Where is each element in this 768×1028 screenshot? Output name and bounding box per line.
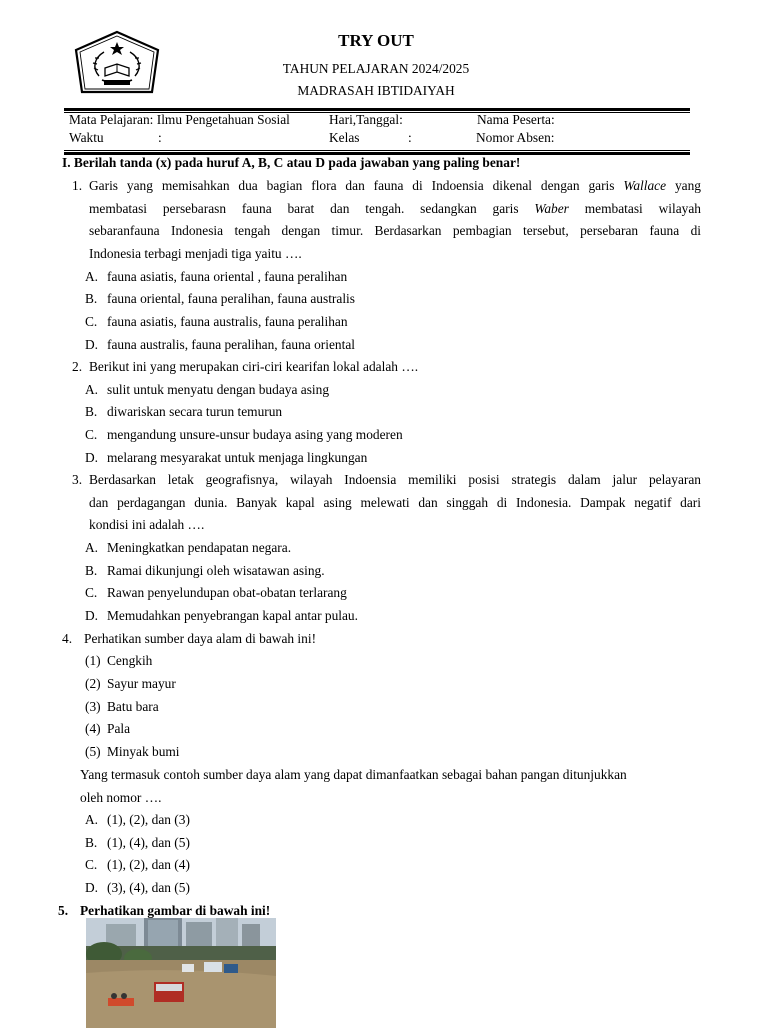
class-label: Kelas — [329, 130, 360, 145]
question-text-line: sebaranfauna Indonesia tengah dengan timur. Berdasarkan pembagian tersebut, persebaran fauna di — [89, 223, 701, 238]
answer-option[interactable]: B. diwariskan secara turun temurun — [85, 404, 283, 419]
answer-option[interactable]: A. fauna asiatis, fauna oriental , fauna peralihan — [85, 269, 348, 284]
flood-photo — [86, 918, 276, 1028]
answer-option[interactable]: C. Rawan penyelundupan obat-obatan terlarang — [85, 585, 347, 600]
answer-option[interactable]: D. Memudahkan penyebrangan kapal antar pulau. — [85, 608, 358, 623]
answer-option[interactable]: C. (1), (2), dan (4) — [85, 857, 190, 872]
question-text-line: dan perdagangan dunia. Banyak kapal asing melewati dan singgah di Indonesia. Dampak negatif dari — [89, 495, 701, 510]
answer-option[interactable]: D. (3), (4), dan (5) — [85, 880, 190, 895]
doc-title: TRY OUT — [338, 31, 414, 50]
question-text-line: Berdasarkan letak geografisnya, wilayah Indoensia memiliki posisi strategis dalam jalur pelayaran — [89, 472, 701, 487]
question-text-line: Berikut ini yang merupakan ciri-ciri kearifan lokal adalah …. — [89, 359, 419, 374]
header-rule-bottom-thin — [64, 150, 690, 151]
school-name: MADRASAH IBTIDAIYAH — [297, 83, 455, 98]
question-number: 1. — [72, 178, 83, 193]
answer-option[interactable]: C. mengandung unsure-unsur budaya asing yang moderen — [85, 427, 403, 442]
question-text-line: Garis yang memisahkan dua bagian flora dan fauna di Indoensia dikenal dengan garis Wallace yang — [89, 178, 701, 193]
question-number: 4. — [62, 631, 73, 646]
question-number: 5. — [58, 903, 69, 918]
answer-option[interactable]: A. sulit untuk menyatu dengan budaya asing — [85, 382, 330, 397]
time-colon: : — [158, 130, 162, 145]
academic-year: TAHUN PELAJARAN 2024/2025 — [282, 61, 470, 76]
question-number: 2. — [72, 359, 83, 374]
answer-option[interactable]: B. Ramai dikunjungi oleh wisatawan asing. — [85, 563, 325, 578]
question-text-line: Yang termasuk contoh sumber daya alam yang dapat dimanfaatkan sebagai bahan pangan ditunjukkan — [80, 767, 627, 782]
resource-list-item: (5) Minyak bumi — [85, 744, 180, 759]
answer-option[interactable]: B. fauna oriental, fauna peralihan, fauna australis — [85, 291, 355, 306]
question-text-line: Indonesia terbagi menjadi tiga yaitu …. — [89, 246, 302, 261]
resource-list-item: (3) Batu bara — [85, 699, 159, 714]
time-label: Waktu — [69, 130, 104, 145]
subject-field: Mata Pelajaran: Ilmu Pengetahuan Sosial — [69, 112, 290, 127]
question-text-line: membatasi persebarasn fauna barat dan tengah. sedangkan garis Waber membatasi wilayah — [89, 201, 701, 216]
answer-option[interactable]: C. fauna asiatis, fauna australis, fauna peralihan — [85, 314, 348, 329]
answer-option[interactable]: A. (1), (2), dan (3) — [85, 812, 190, 827]
resource-list-item: (4) Pala — [85, 721, 131, 736]
header-rule-top-thick — [64, 108, 690, 111]
class-colon: : — [408, 130, 412, 145]
resource-list-item: (2) Sayur mayur — [85, 676, 176, 691]
absent-number-field: Nomor Absen: — [476, 130, 555, 145]
answer-option[interactable]: A. Meningkatkan pendapatan negara. — [85, 540, 292, 555]
question-text-line: oleh nomor …. — [80, 790, 162, 805]
question-text-line: Perhatikan sumber daya alam di bawah ini! — [84, 631, 317, 646]
question-text-line: kondisi ini adalah …. — [89, 517, 205, 532]
answer-option[interactable]: B. (1), (4), dan (5) — [85, 835, 190, 850]
date-field: Hari,Tanggal: — [329, 112, 403, 127]
question-number: 3. — [72, 472, 83, 487]
participant-name-field: Nama Peserta: — [477, 112, 555, 127]
answer-option[interactable]: D. fauna australis, fauna peralihan, fauna oriental — [85, 337, 355, 352]
instruction: I. Berilah tanda (x) pada huruf A, B, C atau D pada jawaban yang paling benar! — [62, 155, 521, 170]
resource-list-item: (1) Cengkih — [85, 653, 153, 668]
question-text-line: Perhatikan gambar di bawah ini! — [80, 903, 271, 918]
answer-option[interactable]: D. melarang mesyarakat untuk menjaga lingkungan — [85, 450, 368, 465]
